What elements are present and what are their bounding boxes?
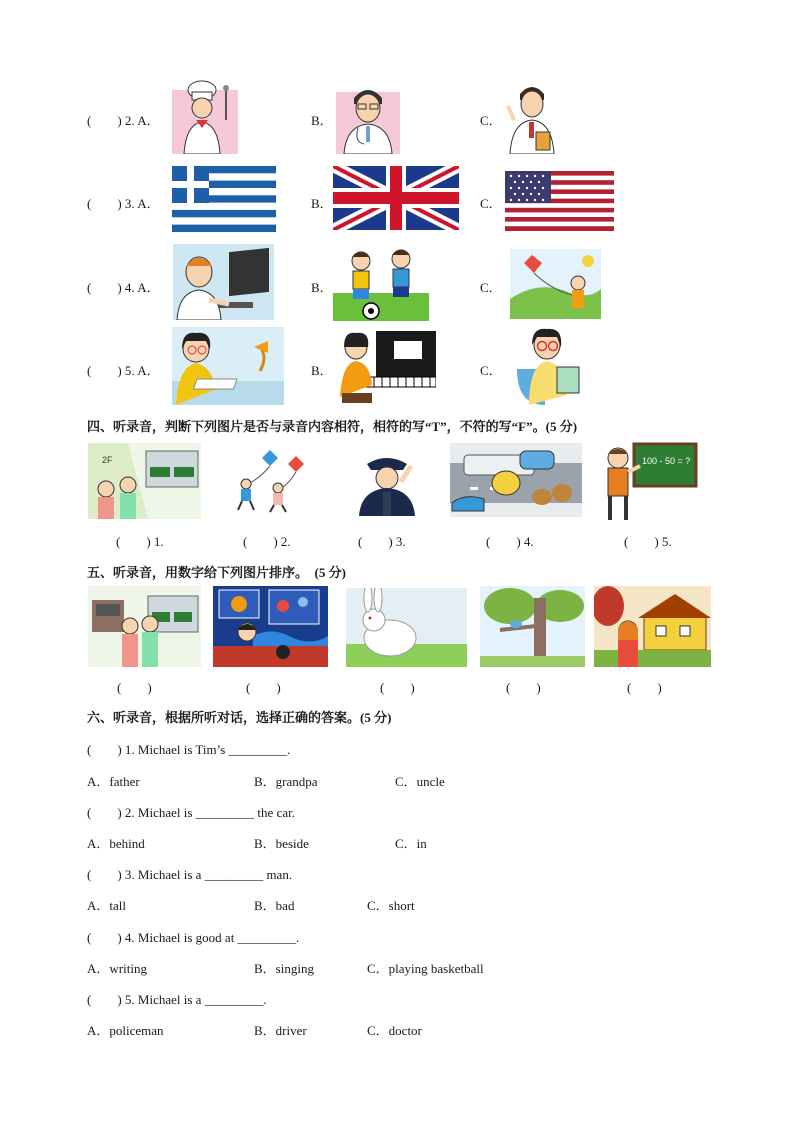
answer-blank[interactable]: ( ) 3. (358, 534, 406, 549)
planetarium-picture (213, 586, 328, 667)
floor-sign: 2F (102, 455, 113, 465)
kites-kids-picture (230, 448, 322, 514)
option-b-label: B． (311, 363, 333, 378)
answer-blank[interactable]: ( ) 1. (116, 534, 164, 549)
option-b[interactable]: B．grandpa (254, 774, 318, 789)
section-4-heading: 四、听录音，判断下列图片是否与录音内容相符，相符的写“T”，不符的写“F”。(5 分) (87, 419, 578, 434)
question-number: ( ) 2. A． (87, 113, 160, 128)
option-b-label: B． (311, 280, 333, 295)
kite-flying-picture (510, 249, 601, 319)
section-5-heading: 五、听录音，用数字给下列图片排序。 (5 分) (87, 565, 346, 580)
option-c[interactable]: C．uncle (395, 774, 445, 789)
uk-flag-picture (333, 166, 459, 230)
rabbit-picture (346, 588, 467, 667)
option-c-label: C． (480, 280, 502, 295)
computer-boy-picture (173, 244, 274, 320)
option-c[interactable]: C．doctor (367, 1023, 422, 1038)
library-desk-picture (88, 586, 201, 667)
question-number: ( ) 3. A． (87, 196, 160, 211)
option-b[interactable]: B．beside (254, 836, 309, 851)
usa-flag-picture (505, 171, 614, 231)
math-teacher-picture (598, 442, 698, 520)
writing-girl-picture (172, 327, 284, 405)
answer-blank[interactable]: ( ) (246, 680, 281, 695)
answer-blank[interactable]: ( ) (506, 680, 541, 695)
option-c-label: C． (480, 363, 502, 378)
answer-blank[interactable]: ( ) (380, 680, 415, 695)
section-6-heading: 六、听录音，根据所听对话，选择正确的答案。(5 分) (87, 710, 392, 725)
reading-girl-picture (515, 325, 585, 405)
greece-flag-picture (172, 166, 276, 232)
board-text: 100 - 50 = ? (642, 456, 691, 466)
option-a[interactable]: A．writing (87, 961, 147, 976)
option-a[interactable]: A．behind (87, 836, 145, 851)
library-picture (88, 443, 201, 519)
doctor-picture (336, 80, 400, 154)
question-text: ( ) 5. Michael is a _________. (87, 992, 267, 1007)
option-c-label: C． (480, 196, 502, 211)
option-c-label: C． (480, 113, 502, 128)
question-text: ( ) 3. Michael is a _________ man. (87, 867, 293, 882)
question-text: ( ) 1. Michael is Tim’s _________. (87, 742, 291, 757)
question-number: ( ) 5. A． (87, 363, 160, 378)
policeman-picture (353, 452, 420, 516)
option-b[interactable]: B．driver (254, 1023, 307, 1038)
option-b-label: B． (311, 113, 333, 128)
teacher-picture (500, 80, 564, 154)
answer-blank[interactable]: ( ) (627, 680, 662, 695)
answer-blank[interactable]: ( ) 2. (243, 534, 291, 549)
option-b[interactable]: B．bad (254, 898, 295, 913)
option-c[interactable]: C．in (395, 836, 427, 851)
option-b[interactable]: B．singing (254, 961, 314, 976)
football-picture (333, 245, 429, 321)
option-a[interactable]: A．tall (87, 898, 126, 913)
option-a[interactable]: A．policeman (87, 1023, 164, 1038)
option-b-label: B． (311, 196, 333, 211)
option-c[interactable]: C．playing basketball (367, 961, 484, 976)
traffic-picture (450, 443, 582, 517)
question-number: ( ) 4. A． (87, 280, 160, 295)
question-text: ( ) 4. Michael is good at _________. (87, 930, 300, 945)
option-a[interactable]: A．father (87, 774, 140, 789)
piano-girl-picture (336, 327, 436, 405)
option-c[interactable]: C．short (367, 898, 415, 913)
chef-picture (172, 80, 238, 154)
answer-blank[interactable]: ( ) (117, 680, 152, 695)
tree-bird-picture (480, 586, 585, 667)
house-girl-picture (594, 586, 711, 667)
answer-blank[interactable]: ( ) 5. (624, 534, 672, 549)
question-text: ( ) 2. Michael is _________ the car. (87, 805, 295, 820)
answer-blank[interactable]: ( ) 4. (486, 534, 534, 549)
